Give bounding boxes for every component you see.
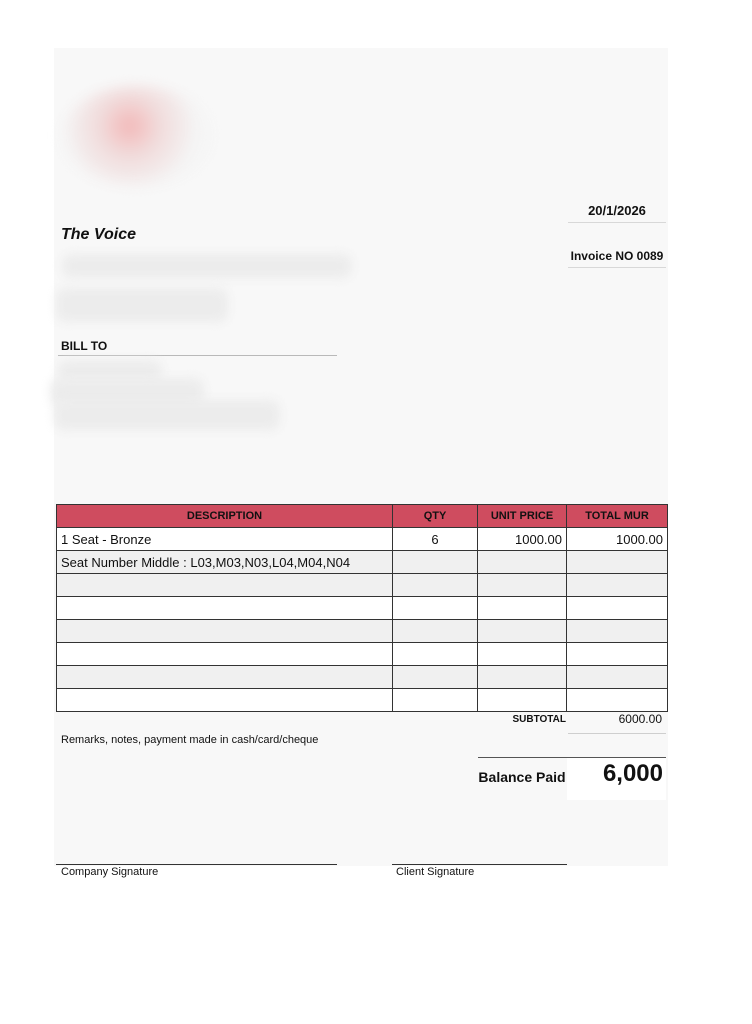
- subtotal-label: SUBTOTAL: [512, 714, 566, 725]
- table-row: [57, 597, 668, 620]
- invoice-date: 20/1/2026: [588, 203, 646, 218]
- cell-total: [567, 643, 668, 666]
- cell-qty: [393, 643, 478, 666]
- table-row: [57, 528, 668, 551]
- cell-qty: [393, 620, 478, 643]
- company-signature-label: Company Signature: [61, 866, 159, 878]
- table-header-row: [57, 505, 668, 528]
- cell-description: 1 Seat - Bronze: [57, 528, 393, 551]
- client-signature-line: [392, 864, 567, 865]
- cell-description: [57, 620, 393, 643]
- cell-qty: [393, 597, 478, 620]
- table-row: [57, 551, 668, 574]
- cell-description: [57, 643, 393, 666]
- cell-unit-price: 1000.00: [478, 528, 567, 551]
- balance-paid-value: 6,000: [602, 760, 663, 787]
- column-header-unit-price: UNIT PRICE: [478, 505, 567, 528]
- divider: [568, 733, 666, 734]
- bill-to-label: BILL TO: [61, 339, 108, 353]
- cell-unit-price: [478, 551, 567, 574]
- cell-qty: 6: [393, 528, 478, 551]
- company-name: The Voice: [61, 226, 136, 243]
- cell-qty: [393, 689, 478, 712]
- cell-total: [567, 620, 668, 643]
- cell-qty: [393, 551, 478, 574]
- divider: [568, 267, 666, 268]
- table-row: [57, 643, 668, 666]
- remarks-text: Remarks, notes, payment made in cash/card/cheque: [61, 734, 319, 746]
- cell-total: 1000.00: [567, 528, 668, 551]
- cell-unit-price: [478, 620, 567, 643]
- cell-qty: [393, 666, 478, 689]
- redacted-address-line: [56, 288, 228, 322]
- balance-paid-label: Balance Paid: [478, 769, 566, 785]
- cell-total: [567, 551, 668, 574]
- cell-total: [567, 574, 668, 597]
- cell-unit-price: [478, 643, 567, 666]
- cell-description: Seat Number Middle : L03,M03,N03,L04,M04,N04: [57, 551, 393, 574]
- column-header-description: DESCRIPTION: [57, 505, 393, 528]
- subtotal-value: 6000.00: [618, 712, 662, 726]
- client-signature-label: Client Signature: [396, 866, 475, 878]
- cell-unit-price: [478, 666, 567, 689]
- redacted-billto-line: [54, 400, 280, 430]
- cell-description: [57, 689, 393, 712]
- cell-total: [567, 666, 668, 689]
- table-row: [57, 620, 668, 643]
- cell-unit-price: [478, 574, 567, 597]
- cell-total: [567, 597, 668, 620]
- column-header-qty: QTY: [393, 505, 478, 528]
- table-row: [57, 689, 668, 712]
- column-header-total: TOTAL MUR: [567, 505, 668, 528]
- invoice-number: Invoice NO 0089: [570, 249, 664, 263]
- company-logo: [62, 86, 212, 186]
- cell-qty: [393, 574, 478, 597]
- line-items-table: [56, 504, 668, 712]
- cell-description: [57, 666, 393, 689]
- company-signature-line: [56, 864, 337, 865]
- cell-description: [57, 574, 393, 597]
- table-row: [57, 666, 668, 689]
- cell-description: [57, 597, 393, 620]
- cell-unit-price: [478, 597, 567, 620]
- redacted-address-line: [62, 254, 352, 278]
- table-row: [57, 574, 668, 597]
- divider: [568, 222, 666, 223]
- cell-unit-price: [478, 689, 567, 712]
- divider: [58, 355, 337, 356]
- cell-total: [567, 689, 668, 712]
